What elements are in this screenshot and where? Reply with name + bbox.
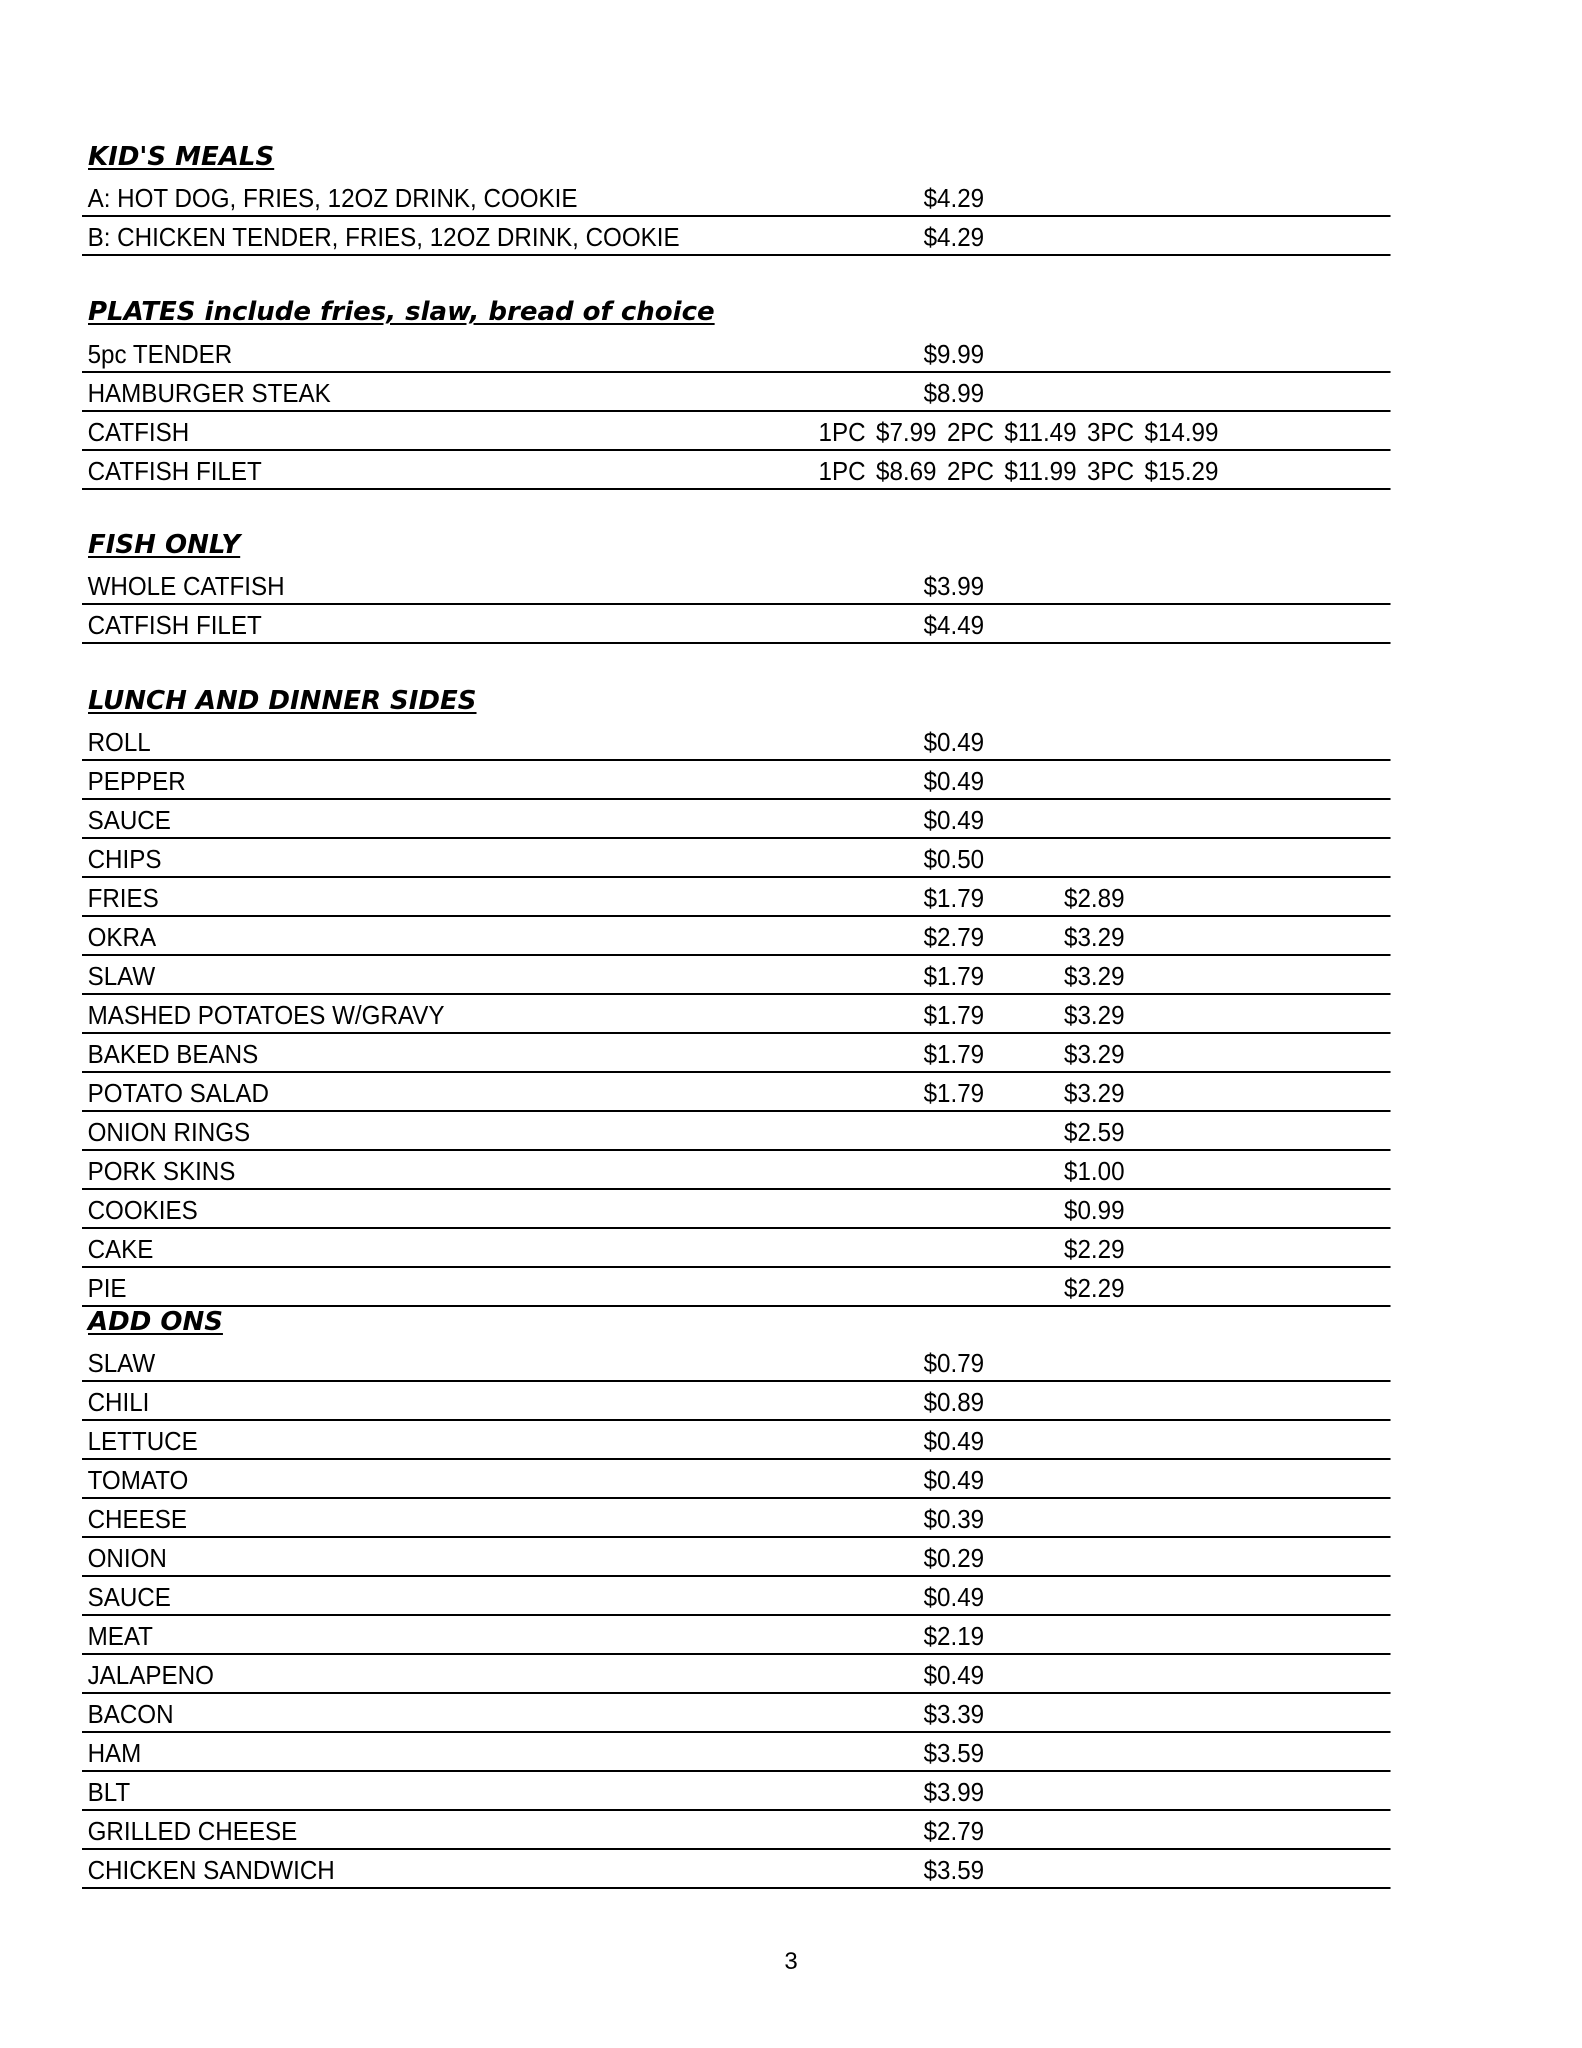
item-price: $0.39 <box>923 1504 985 1534</box>
item-price-large: $0.99 <box>1064 1195 1125 1225</box>
item-name: CHILI <box>87 1387 150 1417</box>
item-price: $3.99 <box>923 571 985 601</box>
menu-row <box>82 1694 1391 1733</box>
item-price: $1.79 <box>923 883 985 913</box>
item-name: PIE <box>87 1273 127 1303</box>
item-price: $8.99 <box>923 378 985 408</box>
menu-row <box>82 800 1391 839</box>
menu-row <box>82 1343 1391 1382</box>
item-name: BAKED BEANS <box>87 1039 259 1069</box>
item-name: CATFISH FILET <box>87 610 262 640</box>
item-price: $0.49 <box>923 766 985 796</box>
item-price-large: $2.29 <box>1064 1273 1125 1303</box>
item-name: ROLL <box>87 727 151 757</box>
item-price: $3.59 <box>923 1738 985 1768</box>
menu-row <box>82 1034 1391 1073</box>
menu-row <box>82 1733 1391 1772</box>
item-name: CHEESE <box>87 1504 188 1534</box>
menu-row <box>82 1190 1391 1229</box>
item-price-large: $3.29 <box>1064 1039 1125 1069</box>
menu-row <box>82 1073 1391 1112</box>
item-name: SAUCE <box>87 1582 171 1612</box>
item-price: $4.29 <box>923 222 985 252</box>
menu-row <box>82 995 1391 1034</box>
item-price: $2.79 <box>923 1816 985 1846</box>
menu-row <box>82 1811 1391 1850</box>
menu-row <box>82 1538 1391 1577</box>
section-heading-plates: PLATES include fries, slaw, bread of choice <box>88 297 715 327</box>
item-name: BLT <box>87 1777 131 1807</box>
section-heading-fish-only: FISH ONLY <box>88 530 241 560</box>
item-name: B: CHICKEN TENDER, FRIES, 12OZ DRINK, COOKIE <box>87 222 680 252</box>
menu-row <box>82 1655 1391 1694</box>
menu-row <box>82 1151 1391 1190</box>
item-price: $9.99 <box>923 339 985 369</box>
menu-row <box>82 1382 1391 1421</box>
item-name: PORK SKINS <box>87 1156 236 1186</box>
item-name: WHOLE CATFISH <box>87 571 285 601</box>
item-price-large: $3.29 <box>1064 922 1125 952</box>
item-name: CAKE <box>87 1234 154 1264</box>
menu-row <box>82 334 1391 373</box>
item-name: TOMATO <box>87 1465 189 1495</box>
menu-row <box>82 217 1391 256</box>
item-price: $4.29 <box>923 183 985 213</box>
menu-row <box>82 1850 1391 1889</box>
item-price: $0.49 <box>923 1465 985 1495</box>
section-heading-kids-meals: KID'S MEALS <box>88 142 275 172</box>
menu-row <box>82 1229 1391 1268</box>
item-price: $3.99 <box>923 1777 985 1807</box>
item-price-large: $2.29 <box>1064 1234 1125 1264</box>
section-heading-add-ons: ADD ONS <box>88 1307 223 1337</box>
item-name: OKRA <box>87 922 157 952</box>
item-name: CATFISH FILET <box>87 456 262 486</box>
item-price-options: 1PC $8.69 2PC $11.99 3PC $15.29 <box>818 456 1219 486</box>
item-price: $0.49 <box>923 805 985 835</box>
menu-row <box>82 761 1391 800</box>
item-price: $2.79 <box>923 922 985 952</box>
menu-row <box>82 1460 1391 1499</box>
menu-row <box>82 451 1391 490</box>
menu-row <box>82 917 1391 956</box>
item-price: $4.49 <box>923 610 985 640</box>
item-name: MEAT <box>87 1621 153 1651</box>
item-price: $1.79 <box>923 1000 985 1030</box>
item-name: HAMBURGER STEAK <box>87 378 331 408</box>
item-price-large: $3.29 <box>1064 1000 1125 1030</box>
menu-row <box>82 1577 1391 1616</box>
item-name: ONION RINGS <box>87 1117 251 1147</box>
item-price: $0.49 <box>923 1582 985 1612</box>
item-price: $1.79 <box>923 1039 985 1069</box>
item-price: $1.79 <box>923 961 985 991</box>
item-price: $0.89 <box>923 1387 985 1417</box>
menu-row <box>82 1112 1391 1151</box>
item-name: CHICKEN SANDWICH <box>87 1855 335 1885</box>
item-name: POTATO SALAD <box>87 1078 269 1108</box>
item-price-large: $2.59 <box>1064 1117 1125 1147</box>
item-name: A: HOT DOG, FRIES, 12OZ DRINK, COOKIE <box>87 183 578 213</box>
item-price: $0.29 <box>923 1543 985 1573</box>
item-price-large: $1.00 <box>1064 1156 1125 1186</box>
item-price: $0.49 <box>923 1426 985 1456</box>
item-price: $0.49 <box>923 1660 985 1690</box>
item-name: CHIPS <box>87 844 162 874</box>
item-name: MASHED POTATOES W/GRAVY <box>87 1000 445 1030</box>
item-name: 5pc TENDER <box>87 339 233 369</box>
item-name: CATFISH <box>87 417 190 447</box>
item-price: $0.49 <box>923 727 985 757</box>
item-name: SLAW <box>87 961 156 991</box>
item-price-large: $3.29 <box>1064 961 1125 991</box>
item-name: LETTUCE <box>87 1426 198 1456</box>
item-name: GRILLED CHEESE <box>87 1816 298 1846</box>
section-heading-sides: LUNCH AND DINNER SIDES <box>88 686 477 716</box>
menu-row <box>82 1421 1391 1460</box>
item-name: FRIES <box>87 883 159 913</box>
item-price: $2.19 <box>923 1621 985 1651</box>
menu-row <box>82 1499 1391 1538</box>
menu-row <box>82 839 1391 878</box>
item-name: PEPPER <box>87 766 186 796</box>
item-name: ONION <box>87 1543 167 1573</box>
item-name: HAM <box>87 1738 142 1768</box>
item-price-large: $2.89 <box>1064 883 1125 913</box>
item-name: JALAPENO <box>87 1660 214 1690</box>
menu-row <box>82 878 1391 917</box>
menu-row <box>82 1616 1391 1655</box>
item-name: SAUCE <box>87 805 171 835</box>
item-price: $3.39 <box>923 1699 985 1729</box>
menu-row <box>82 566 1391 605</box>
item-price: $0.50 <box>923 844 985 874</box>
item-name: BACON <box>87 1699 174 1729</box>
item-name: SLAW <box>87 1348 156 1378</box>
menu-row <box>82 1772 1391 1811</box>
item-price: $3.59 <box>923 1855 985 1885</box>
page-number: 3 <box>784 1948 798 1975</box>
item-price-large: $3.29 <box>1064 1078 1125 1108</box>
menu-row <box>82 412 1391 451</box>
item-price: $0.79 <box>923 1348 985 1378</box>
menu-row <box>82 1268 1391 1307</box>
menu-row <box>82 722 1391 761</box>
item-price-options: 1PC $7.99 2PC $11.49 3PC $14.99 <box>818 417 1219 447</box>
item-price: $1.79 <box>923 1078 985 1108</box>
menu-row <box>82 956 1391 995</box>
menu-row <box>82 178 1391 217</box>
menu-row <box>82 605 1391 644</box>
item-name: COOKIES <box>87 1195 198 1225</box>
menu-row <box>82 373 1391 412</box>
